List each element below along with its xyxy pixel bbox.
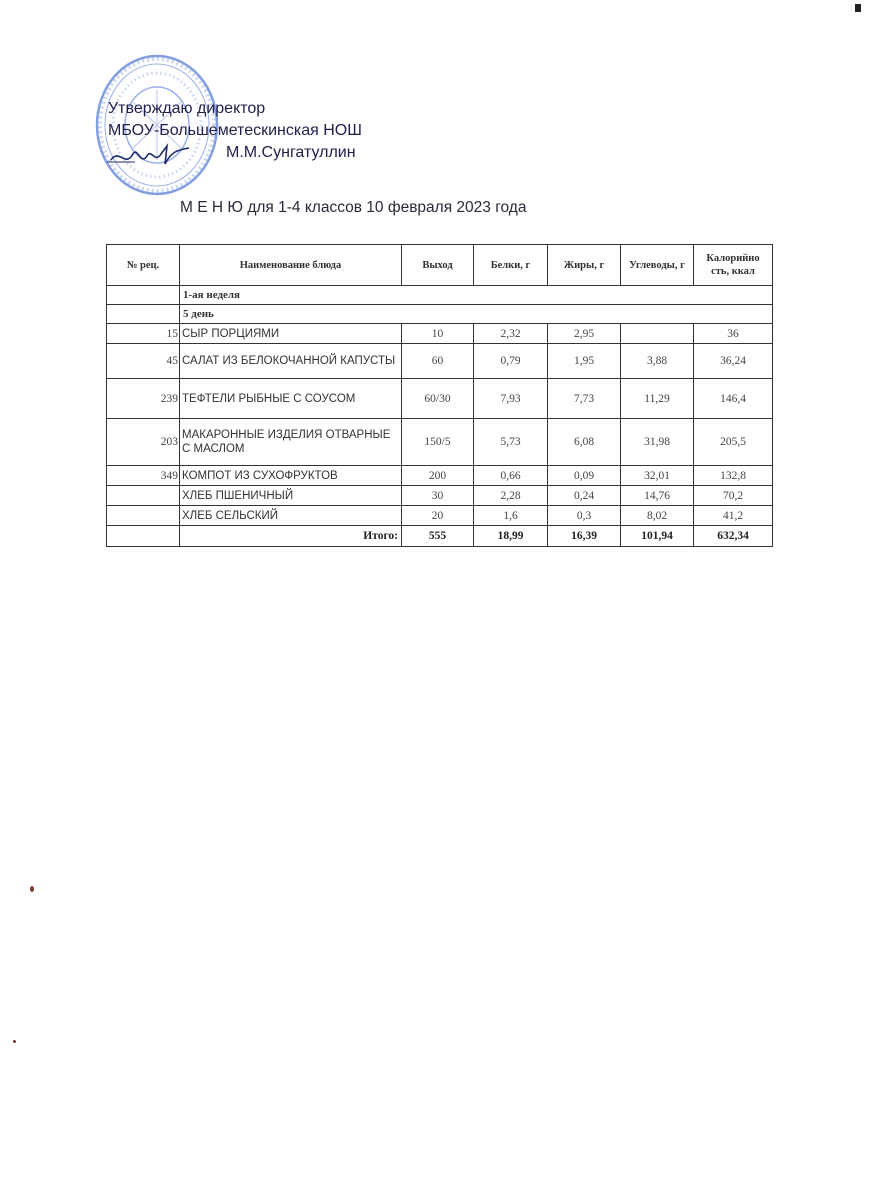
cell-fat: 0,3	[548, 506, 621, 526]
total-kcal: 632,34	[694, 526, 773, 547]
cell-carbs: 31,98	[621, 419, 694, 466]
cell-protein: 2,28	[474, 486, 548, 506]
cell-rec: 203	[107, 419, 180, 466]
cell-carbs: 3,88	[621, 344, 694, 379]
cell-yield: 10	[402, 324, 474, 344]
scan-speck	[855, 4, 861, 12]
cell-protein: 2,32	[474, 324, 548, 344]
cell-rec: 239	[107, 379, 180, 419]
cell-fat: 1,95	[548, 344, 621, 379]
cell-kcal: 36,24	[694, 344, 773, 379]
week-row	[107, 286, 773, 305]
cell-name: ХЛЕБ ПШЕНИЧНЫЙ	[180, 486, 402, 506]
approval-line-signer: М.М.Сунгатуллин	[226, 144, 356, 161]
cell-fat: 0,24	[548, 486, 621, 506]
cell-carbs: 14,76	[621, 486, 694, 506]
day-row	[107, 305, 773, 324]
cell-rec	[107, 486, 180, 506]
cell-yield: 200	[402, 466, 474, 486]
cell-protein: 7,93	[474, 379, 548, 419]
cell-fat: 6,08	[548, 419, 621, 466]
table-row	[107, 486, 773, 506]
cell-carbs: 32,01	[621, 466, 694, 486]
header-carbs: Углеводы, г	[621, 245, 694, 286]
approval-block	[108, 98, 362, 164]
cell-fat: 0,09	[548, 466, 621, 486]
approval-line-director: Утверждаю директор	[108, 100, 266, 117]
cell-carbs: 8,02	[621, 506, 694, 526]
table-row	[107, 344, 773, 379]
cell-rec: 349	[107, 466, 180, 486]
header-rec: № рец.	[107, 245, 180, 286]
table-row	[107, 324, 773, 344]
header-name: Наименование блюда	[180, 245, 402, 286]
menu-title: М Е Н Ю для 1-4 классов 10 февраля 2023 года	[180, 199, 527, 216]
cell-name: СЫР ПОРЦИЯМИ	[180, 324, 402, 344]
cell-yield: 60	[402, 344, 474, 379]
cell-kcal: 70,2	[694, 486, 773, 506]
header-kcal: Калорийно сть, ккал	[694, 245, 773, 286]
total-yield: 555	[402, 526, 474, 547]
table-row	[107, 466, 773, 486]
table-row	[107, 419, 773, 466]
week-label: 1-ая неделя	[180, 286, 773, 305]
scan-speck	[30, 886, 34, 892]
cell-name: КОМПОТ ИЗ СУХОФРУКТОВ	[180, 466, 402, 486]
total-row	[107, 526, 773, 547]
cell-carbs	[621, 324, 694, 344]
cell-kcal: 36	[694, 324, 773, 344]
total-label: Итого:	[180, 526, 402, 547]
header-fat: Жиры, г	[548, 245, 621, 286]
cell-name: САЛАТ ИЗ БЕЛОКОЧАННОЙ КАПУСТЫ	[180, 344, 402, 379]
cell-protein: 0,79	[474, 344, 548, 379]
cell-rec	[107, 506, 180, 526]
cell-rec: 15	[107, 324, 180, 344]
cell-yield: 30	[402, 486, 474, 506]
cell-protein: 1,6	[474, 506, 548, 526]
total-protein: 18,99	[474, 526, 548, 547]
cell-name: ХЛЕБ СЕЛЬСКИЙ	[180, 506, 402, 526]
cell-carbs: 11,29	[621, 379, 694, 419]
cell-name: ТЕФТЕЛИ РЫБНЫЕ С СОУСОМ	[180, 379, 402, 419]
cell-name: МАКАРОННЫЕ ИЗДЕЛИЯ ОТВАРНЫЕ С МАСЛОМ	[180, 419, 402, 466]
header-protein: Белки, г	[474, 245, 548, 286]
cell-kcal: 205,5	[694, 419, 773, 466]
cell-yield: 150/5	[402, 419, 474, 466]
cell-yield: 60/30	[402, 379, 474, 419]
cell-fat: 7,73	[548, 379, 621, 419]
cell-protein: 0,66	[474, 466, 548, 486]
table-row	[107, 379, 773, 419]
total-fat: 16,39	[548, 526, 621, 547]
table-header-row	[107, 245, 773, 286]
approval-line-school: МБОУ-Большеметескинская НОШ	[108, 122, 362, 139]
total-carbs: 101,94	[621, 526, 694, 547]
scan-speck	[13, 1040, 16, 1043]
cell-yield: 20	[402, 506, 474, 526]
cell-fat: 2,95	[548, 324, 621, 344]
header-yield: Выход	[402, 245, 474, 286]
day-label: 5 день	[180, 305, 773, 324]
cell-rec: 45	[107, 344, 180, 379]
cell-protein: 5,73	[474, 419, 548, 466]
cell-kcal: 132,8	[694, 466, 773, 486]
menu-table	[106, 244, 773, 547]
cell-kcal: 41,2	[694, 506, 773, 526]
cell-kcal: 146,4	[694, 379, 773, 419]
table-row	[107, 506, 773, 526]
